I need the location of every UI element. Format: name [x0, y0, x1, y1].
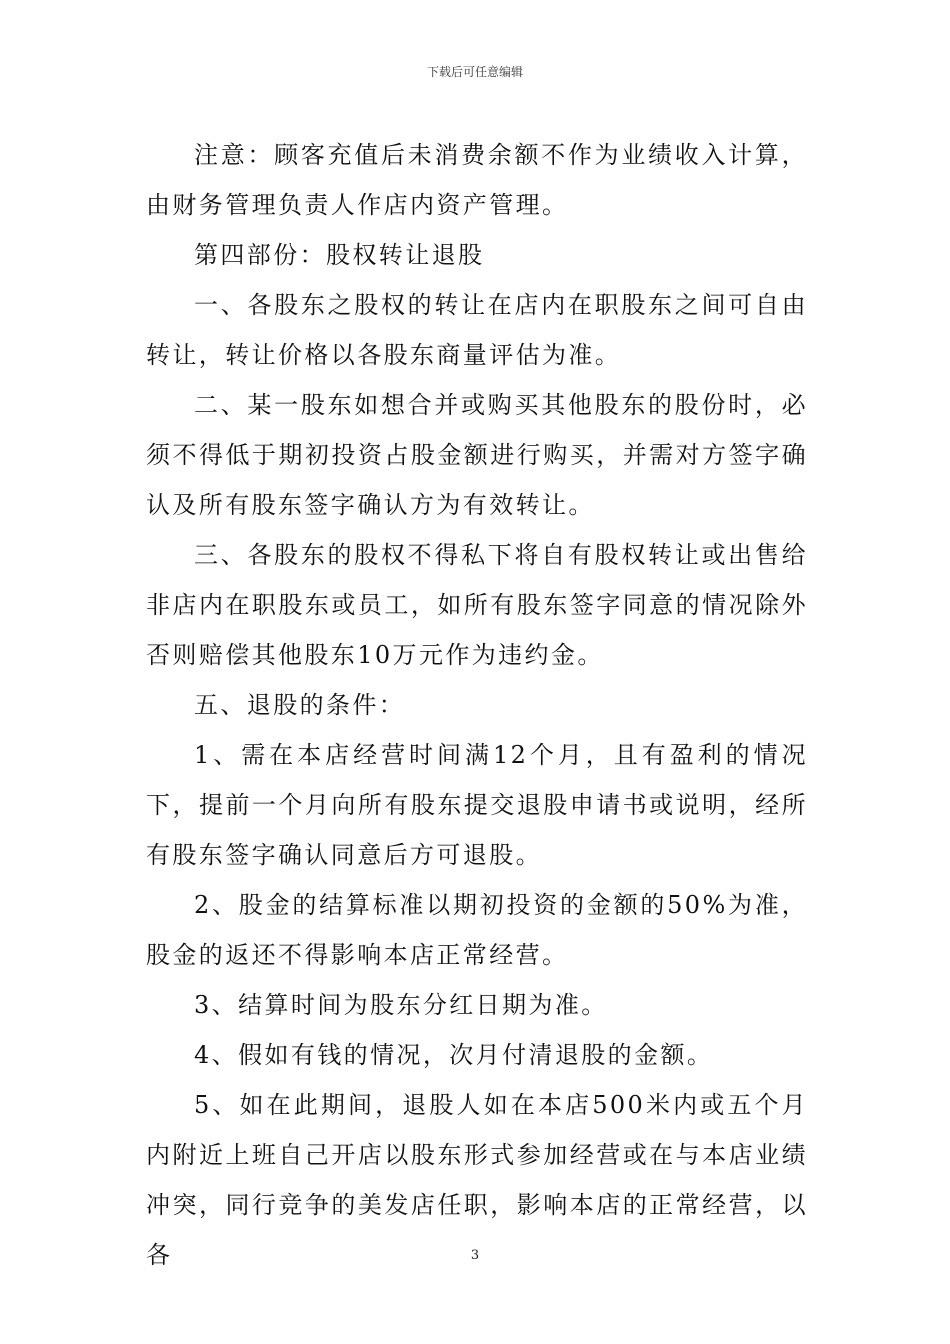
- document-body: [146, 130, 808, 1280]
- paragraph-note-recharge: 注意：顾客充值后未消费余额不作为业绩收入计算，由财务管理负责人作店内资产管理。: [146, 141, 808, 219]
- paragraph-clause-3: 三、各股东的股权不得私下将自有股权转让或出售给非店内在职股东或员工，如所有股东签字同意的情况除外否则赔偿其他股东10万元作为违约金。: [146, 541, 808, 669]
- paragraph-clause-2: 二、某一股东如想合并或购买其他股东的股份时，必须不得低于期初投资占股金额进行购买，并需对方签字确认及所有股东签字确认方为有效转让。: [146, 391, 808, 519]
- paragraph-item-3: 3、结算时间为股东分红日期为准。: [194, 991, 608, 1019]
- page-header-note: 下载后可任意编辑: [426, 65, 523, 79]
- paragraph-clause-5-heading: 五、退股的条件：: [194, 691, 406, 719]
- paragraph-clause-1: 一、各股东之股权的转让在店内在职股东之间可自由转让，转让价格以各股东商量评估为准。: [146, 291, 808, 369]
- page-number: 3: [470, 1248, 480, 1263]
- paragraph-item-5: 5、如在此期间，退股人如在本店500米内或五个月内附近上班自己开店以股东形式参加经营或在与本店业绩冲突，同行竞争的美发店任职，影响本店的正常经营，以各: [146, 1091, 808, 1269]
- paragraph-item-1: 1、需在本店经营时间满12个月，且有盈利的情况下，提前一个月向所有股东提交退股申请书或说明，经所有股东签字确认同意后方可退股。: [146, 741, 808, 869]
- paragraph-item-4: 4、假如有钱的情况，次月付清退股的金额。: [194, 1041, 714, 1069]
- section-heading-part-four: 第四部份：股权转让退股: [194, 241, 485, 269]
- paragraph-item-2: 2、股金的结算标准以期初投资的金额的50%为准，股金的返还不得影响本店正常经营。: [146, 891, 808, 969]
